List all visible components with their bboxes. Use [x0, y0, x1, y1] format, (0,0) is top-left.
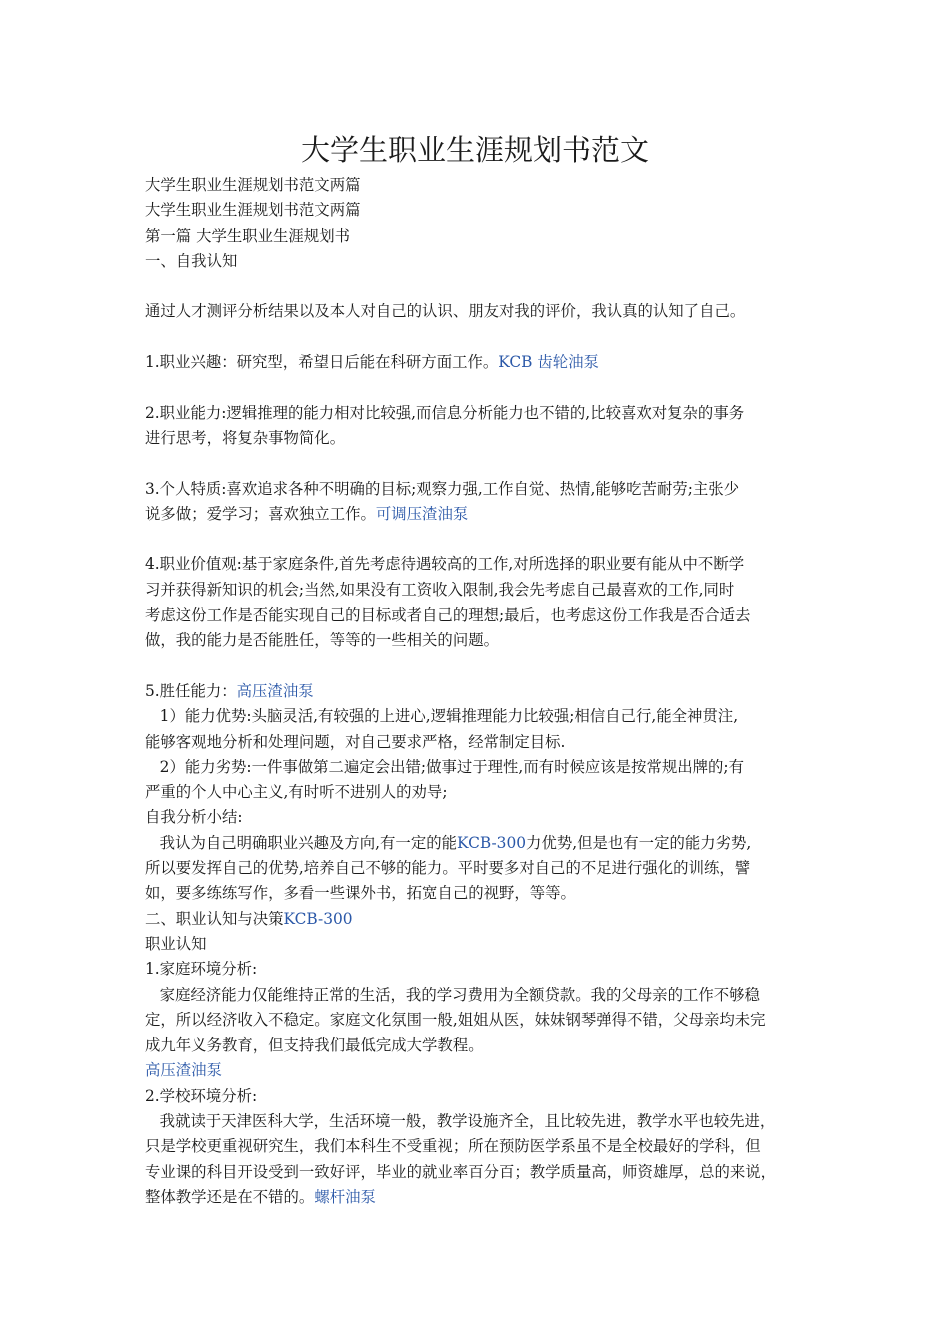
paragraph-line: 做，我的能力是否能胜任，等等的一些相关的问题。: [145, 631, 499, 650]
blank-line: [145, 274, 810, 299]
section-heading: 一、自我认知: [145, 251, 238, 270]
blank-line: [145, 527, 810, 552]
subtitle-line: 大学生职业生涯规划书范文两篇: [145, 176, 361, 194]
paragraph-line: 定，所以经济收入不稳定。家庭文化氛围一般,姐姐从医，妹妹钢琴弹得不错，父母亲均未完: [145, 1010, 766, 1029]
paragraph-line: 1）能力优势:头脑灵活,有较强的上进心,逻辑推理能力比较强;相信自己行,能全神贯注,: [145, 707, 739, 726]
paragraph-line: 习并获得新知识的机会;当然,如果没有工资收入限制,我会先考虑自己最喜欢的工作,同时: [145, 580, 735, 599]
paragraph-line: 4.职业价值观:基于家庭条件,首先考虑待遇较高的工作,对所选择的职业要有能从中不断学: [145, 555, 745, 574]
paragraph-line: 职业认知: [145, 934, 207, 953]
inline-link[interactable]: KCB-300: [457, 833, 527, 852]
paragraph-line: 2）能力劣势:一件事做第二遍定会出错;做事过于理性,而有时候应该是按常规出牌的;有: [145, 757, 744, 776]
document-body: [145, 173, 810, 1210]
paragraph-line: 所以要发挥自己的优势,培养自己不够的能力。平时要多对自己的不足进行强化的训练，譬: [145, 859, 751, 878]
paragraph-line: 严重的个人中心主义,有时听不进别人的劝导;: [145, 783, 448, 802]
text-span: 5.胜任能力：: [145, 681, 237, 700]
text-span: 我认为自己明确职业兴趣及方向,有一定的能: [145, 833, 457, 852]
paragraph-line: 只是学校更重视研究生，我们本科生不受重视；所在预防医学系虽不是全校最好的学科，但: [145, 1137, 761, 1156]
paragraph-line: 3.个人特质:喜欢追求各种不明确的目标;观察力强,工作自觉、热情,能够吃苦耐劳;主张少: [145, 479, 740, 498]
inline-link[interactable]: KCB-300: [283, 909, 353, 928]
section-heading: [145, 907, 810, 932]
paragraph-line: 专业课的科目开设受到一致好评，毕业的就业率百分百；教学质量高，师资雄厚，总的来说，: [145, 1162, 777, 1181]
paragraph-line: 能够客观地分析和处理问题，对自己要求严格，经常制定目标.: [145, 732, 566, 751]
paragraph-line: 成九年义务教育，但支持我们最低完成大学教程。: [145, 1036, 484, 1055]
blank-line: [145, 654, 810, 679]
text-span: 二、职业认知与决策: [145, 909, 284, 928]
inline-link[interactable]: KCB 齿轮油泵: [498, 353, 599, 372]
text-span: 整体教学还是在不错的。: [145, 1187, 315, 1206]
inline-link[interactable]: 螺杆油泵: [314, 1187, 376, 1206]
paragraph-line: 通过人才测评分析结果以及本人对自己的认识、朋友对我的评价，我认真的认知了自己。: [145, 302, 746, 321]
text-span: 1.职业兴趣：研究型，希望日后能在科研方面工作。: [145, 353, 499, 372]
blank-line: [145, 375, 810, 400]
document-title: 大学生职业生涯规划书范文: [300, 133, 649, 167]
text-span: 力优势,但是也有一定的能力劣势,: [526, 833, 752, 852]
text-span: 说多做；爱学习；喜欢独立工作。: [145, 504, 376, 523]
paragraph-line: 自我分析小结:: [145, 808, 243, 827]
paragraph-line: [145, 1185, 810, 1210]
blank-line: [145, 451, 810, 476]
inline-link[interactable]: 可调压渣油泵: [375, 504, 469, 523]
paragraph-line: 2.职业能力:逻辑推理的能力相对比较强,而信息分析能力也不错的,比较喜欢对复杂的事务: [145, 403, 745, 422]
paragraph-line: [145, 831, 810, 856]
chapter-heading: 第一篇 大学生职业生涯规划书: [145, 226, 350, 245]
blank-line: [145, 325, 810, 350]
paragraph-line: 如，要多练练写作，多看一些课外书，拓宽自己的视野，等等。: [145, 884, 576, 903]
inline-link[interactable]: 高压渣油泵: [236, 681, 314, 700]
paragraph-line: 考虑这份工作是否能实现自己的目标或者自己的理想;最后，也考虑这份工作我是否合适去: [145, 606, 751, 625]
paragraph-line: [145, 350, 810, 375]
paragraph-line: [145, 679, 810, 704]
paragraph-line: [145, 502, 810, 527]
paragraph-line: 2.学校环境分析:: [145, 1086, 258, 1105]
inline-link[interactable]: 高压渣油泵: [145, 1061, 222, 1080]
paragraph-line: 1.家庭环境分析:: [145, 960, 258, 979]
paragraph-line: 进行思考，将复杂事物简化。: [145, 428, 346, 447]
subtitle-line: 大学生职业生涯规划书范文两篇: [145, 201, 361, 220]
paragraph-line: 家庭经济能力仅能维持正常的生活，我的学习费用为全额贷款。我的父母亲的工作不够稳: [145, 985, 760, 1004]
paragraph-line: 我就读于天津医科大学，生活环境一般，教学设施齐全，且比较先进，教学水平也较先进，: [145, 1111, 776, 1130]
